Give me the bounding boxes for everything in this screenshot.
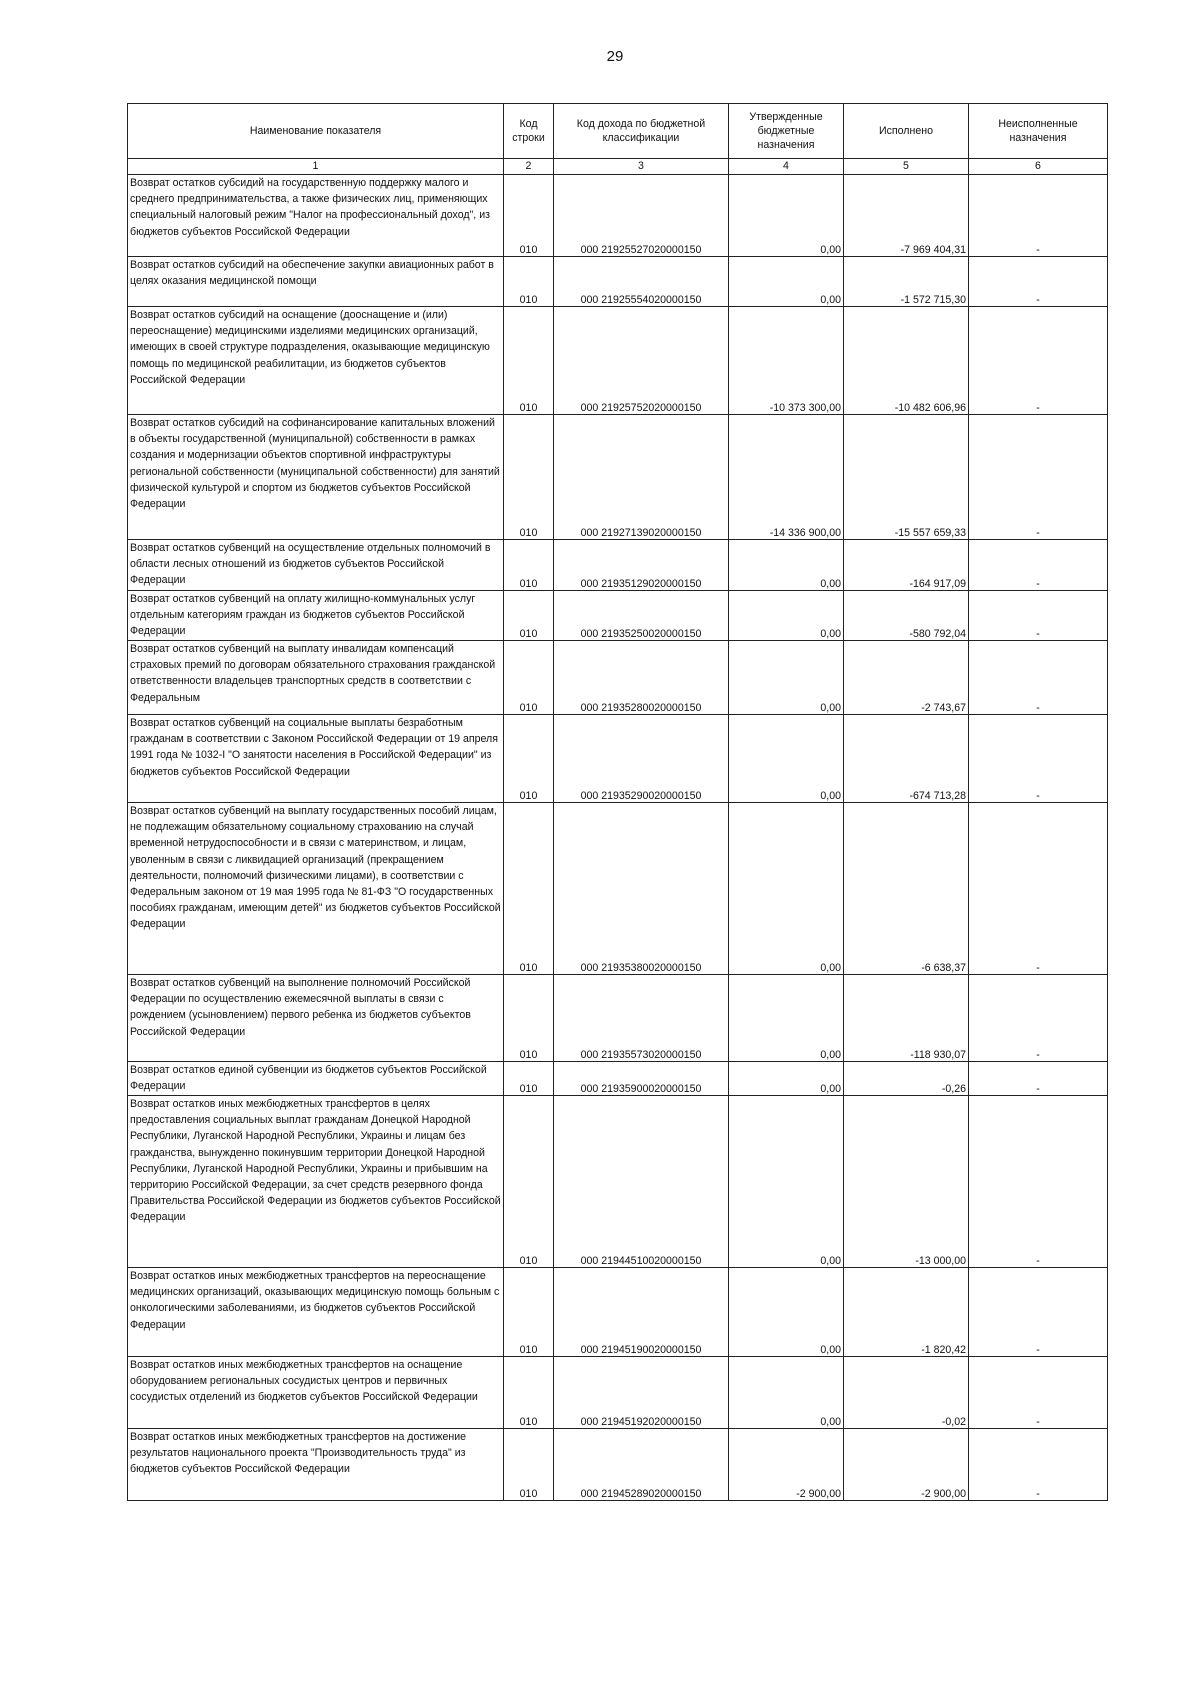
row-name: Возврат остатков субвенций на оплату жилищно-коммунальных услуг отдельным категориям граждан из бюджетов субъектов Российской Федерации: [128, 591, 504, 641]
row-income-code: 000 21935900020000150: [554, 1062, 729, 1096]
row-approved: -14 336 900,00: [729, 415, 844, 540]
row-unfulfilled: -: [969, 540, 1108, 591]
table-row: [128, 257, 1108, 307]
row-income-code: 000 21935573020000150: [554, 975, 729, 1062]
row-line-code: 010: [504, 1429, 554, 1501]
row-approved: -2 900,00: [729, 1429, 844, 1501]
row-executed: -13 000,00: [844, 1096, 969, 1268]
table-body: [128, 175, 1108, 1501]
row-executed: -580 792,04: [844, 591, 969, 641]
row-approved: 0,00: [729, 591, 844, 641]
row-income-code: 000 21945289020000150: [554, 1429, 729, 1501]
row-line-code: 010: [504, 415, 554, 540]
row-approved: 0,00: [729, 1096, 844, 1268]
row-income-code: 000 21925554020000150: [554, 257, 729, 307]
row-name: Возврат остатков субвенций на социальные выплаты безработным гражданам в соответствии с Законом Российской Федерации от 19 апреля 1991 года № 1032-I "О занятости населения в Российской Федерации" из бюджетов субъектов Российской Федерации: [128, 715, 504, 803]
column-number: 5: [844, 159, 969, 175]
row-approved: 0,00: [729, 1268, 844, 1357]
row-approved: 0,00: [729, 175, 844, 257]
table-row: [128, 715, 1108, 803]
row-unfulfilled: -: [969, 975, 1108, 1062]
row-name: Возврат остатков субсидий на обеспечение закупки авиационных работ в целях оказания медицинской помощи: [128, 257, 504, 307]
row-income-code: 000 21935250020000150: [554, 591, 729, 641]
table-row: [128, 1062, 1108, 1096]
header-line-code: Код строки: [504, 104, 554, 159]
row-income-code: 000 21944510020000150: [554, 1096, 729, 1268]
column-number: 4: [729, 159, 844, 175]
row-executed: -1 820,42: [844, 1268, 969, 1357]
row-income-code: 000 21935380020000150: [554, 803, 729, 975]
row-approved: 0,00: [729, 540, 844, 591]
row-executed: -2 900,00: [844, 1429, 969, 1501]
row-name: Возврат остатков иных межбюджетных трансфертов на оснащение оборудованием региональных сосудистых центров и первичных сосудистых отделений из бюджетов субъектов Российской Федерации: [128, 1357, 504, 1429]
row-name: Возврат остатков субвенций на выплату государственных пособий лицам, не подлежащим обязательному социальному страхованию на случай временной нетрудоспособности и в связи с материнством, и лицам, уволенным в связи с ликвидацией организаций (прекращением деятельности, полномочий физическими лицами), в соответствии с Федеральным законом от 19 мая 1995 года № 81-ФЗ "О государственных пособиях гражданам, имеющим детей" из бюджетов субъектов Российской Федерации: [128, 803, 504, 975]
budget-report-table: [127, 103, 1108, 1501]
header-name: Наименование показателя: [128, 104, 504, 159]
row-approved: 0,00: [729, 1357, 844, 1429]
row-executed: -6 638,37: [844, 803, 969, 975]
row-line-code: 010: [504, 307, 554, 415]
row-unfulfilled: -: [969, 1062, 1108, 1096]
row-name: Возврат остатков субвенций на выплату инвалидам компенсаций страховых премий по договорам обязательного страхования гражданской ответственности владельцев транспортных средств в соответствии с Федеральным: [128, 641, 504, 715]
row-unfulfilled: -: [969, 1268, 1108, 1357]
row-line-code: 010: [504, 257, 554, 307]
row-line-code: 010: [504, 1096, 554, 1268]
page-number: 29: [606, 48, 624, 65]
row-executed: -674 713,28: [844, 715, 969, 803]
row-name: Возврат остатков иных межбюджетных трансфертов на переоснащение медицинских организаций, оказывающих медицинскую помощь больным с онкологическими заболеваниями, из бюджетов субъектов Российской Федерации: [128, 1268, 504, 1357]
row-executed: -0,02: [844, 1357, 969, 1429]
row-line-code: 010: [504, 540, 554, 591]
row-unfulfilled: -: [969, 1357, 1108, 1429]
table-row: [128, 641, 1108, 715]
row-unfulfilled: -: [969, 1096, 1108, 1268]
row-executed: -2 743,67: [844, 641, 969, 715]
row-line-code: 010: [504, 1357, 554, 1429]
column-number: 2: [504, 159, 554, 175]
row-line-code: 010: [504, 803, 554, 975]
row-income-code: 000 21945192020000150: [554, 1357, 729, 1429]
table-header: [128, 104, 1108, 175]
row-unfulfilled: -: [969, 257, 1108, 307]
row-name: Возврат остатков иных межбюджетных трансфертов в целях предоставления социальных выплат гражданам Донецкой Народной Республики, Луганской Народной Республики, Украины и лицам без гражданства, вынужденно покинувшим территории Донецкой Народной Республики, Луганской Народной Республики, Украины и прибывшим на территорию Российской Федерации, за счет средств резервного фонда Правительства Российской Федерации из бюджетов субъектов Российской Федерации: [128, 1096, 504, 1268]
header-executed: Исполнено: [844, 104, 969, 159]
row-name: Возврат остатков единой субвенции из бюджетов субъектов Российской Федерации: [128, 1062, 504, 1096]
row-approved: 0,00: [729, 257, 844, 307]
row-unfulfilled: -: [969, 415, 1108, 540]
table-row: [128, 1268, 1108, 1357]
row-executed: -164 917,09: [844, 540, 969, 591]
row-executed: -15 557 659,33: [844, 415, 969, 540]
header-income-code: Код дохода по бюджетной классификации: [554, 104, 729, 159]
row-name: Возврат остатков субсидий на софинансирование капитальных вложений в объекты государственной (муниципальной) собственности в рамках создания и модернизации объектов спортивной инфраструктуры региональной собственности (муниципальной собственности) для занятий физической культурой и спортом из бюджетов субъектов Российской Федерации: [128, 415, 504, 540]
row-income-code: 000 21935280020000150: [554, 641, 729, 715]
row-line-code: 010: [504, 641, 554, 715]
row-income-code: 000 21935129020000150: [554, 540, 729, 591]
row-unfulfilled: -: [969, 803, 1108, 975]
row-name: Возврат остатков субсидий на государственную поддержку малого и среднего предпринимательства, а также физических лиц, применяющих специальный налоговый режим "Налог на профессиональный доход", из бюджетов субъектов Российской Федерации: [128, 175, 504, 257]
row-name: Возврат остатков субвенций на осуществление отдельных полномочий в области лесных отношений из бюджетов субъектов Российской Федерации: [128, 540, 504, 591]
table-row: [128, 175, 1108, 257]
row-line-code: 010: [504, 591, 554, 641]
row-income-code: 000 21945190020000150: [554, 1268, 729, 1357]
row-executed: -10 482 606,96: [844, 307, 969, 415]
table-row: [128, 803, 1108, 975]
row-name: Возврат остатков субсидий на оснащение (дооснащение и (или) переоснащение) медицинскими изделиями медицинских организаций, имеющих в своей структуре подразделения, оказывающие медицинскую помощь по медицинской реабилитации, из бюджетов субъектов Российской Федерации: [128, 307, 504, 415]
table-row: [128, 307, 1108, 415]
row-unfulfilled: -: [969, 641, 1108, 715]
row-line-code: 010: [504, 715, 554, 803]
row-unfulfilled: -: [969, 175, 1108, 257]
row-unfulfilled: -: [969, 591, 1108, 641]
table-row: [128, 1096, 1108, 1268]
row-approved: 0,00: [729, 975, 844, 1062]
table-row: [128, 415, 1108, 540]
row-executed: -1 572 715,30: [844, 257, 969, 307]
row-executed: -118 930,07: [844, 975, 969, 1062]
row-line-code: 010: [504, 175, 554, 257]
row-line-code: 010: [504, 975, 554, 1062]
table-row: [128, 540, 1108, 591]
row-income-code: 000 21927139020000150: [554, 415, 729, 540]
row-unfulfilled: -: [969, 715, 1108, 803]
row-approved: 0,00: [729, 803, 844, 975]
column-number: 6: [969, 159, 1108, 175]
row-income-code: 000 21925752020000150: [554, 307, 729, 415]
row-name: Возврат остатков иных межбюджетных трансфертов на достижение результатов национального проекта "Производительность труда" из бюджетов субъектов Российской Федерации: [128, 1429, 504, 1501]
header-approved: Утвержденные бюджетные назначения: [729, 104, 844, 159]
row-approved: 0,00: [729, 641, 844, 715]
table-row: [128, 1429, 1108, 1501]
row-income-code: 000 21935290020000150: [554, 715, 729, 803]
row-income-code: 000 21925527020000150: [554, 175, 729, 257]
column-number: 1: [128, 159, 504, 175]
header-unfulfilled: Неисполненные назначения: [969, 104, 1108, 159]
table-row: [128, 975, 1108, 1062]
row-approved: -10 373 300,00: [729, 307, 844, 415]
row-name: Возврат остатков субвенций на выполнение полномочий Российской Федерации по осуществлению ежемесячной выплаты в связи с рождением (усыновлением) первого ребенка из бюджетов субъектов Российской Федерации: [128, 975, 504, 1062]
column-number: 3: [554, 159, 729, 175]
row-approved: 0,00: [729, 1062, 844, 1096]
table-row: [128, 1357, 1108, 1429]
row-unfulfilled: -: [969, 307, 1108, 415]
row-line-code: 010: [504, 1268, 554, 1357]
row-executed: -7 969 404,31: [844, 175, 969, 257]
row-approved: 0,00: [729, 715, 844, 803]
row-line-code: 010: [504, 1062, 554, 1096]
row-unfulfilled: -: [969, 1429, 1108, 1501]
table-row: [128, 591, 1108, 641]
row-executed: -0,26: [844, 1062, 969, 1096]
